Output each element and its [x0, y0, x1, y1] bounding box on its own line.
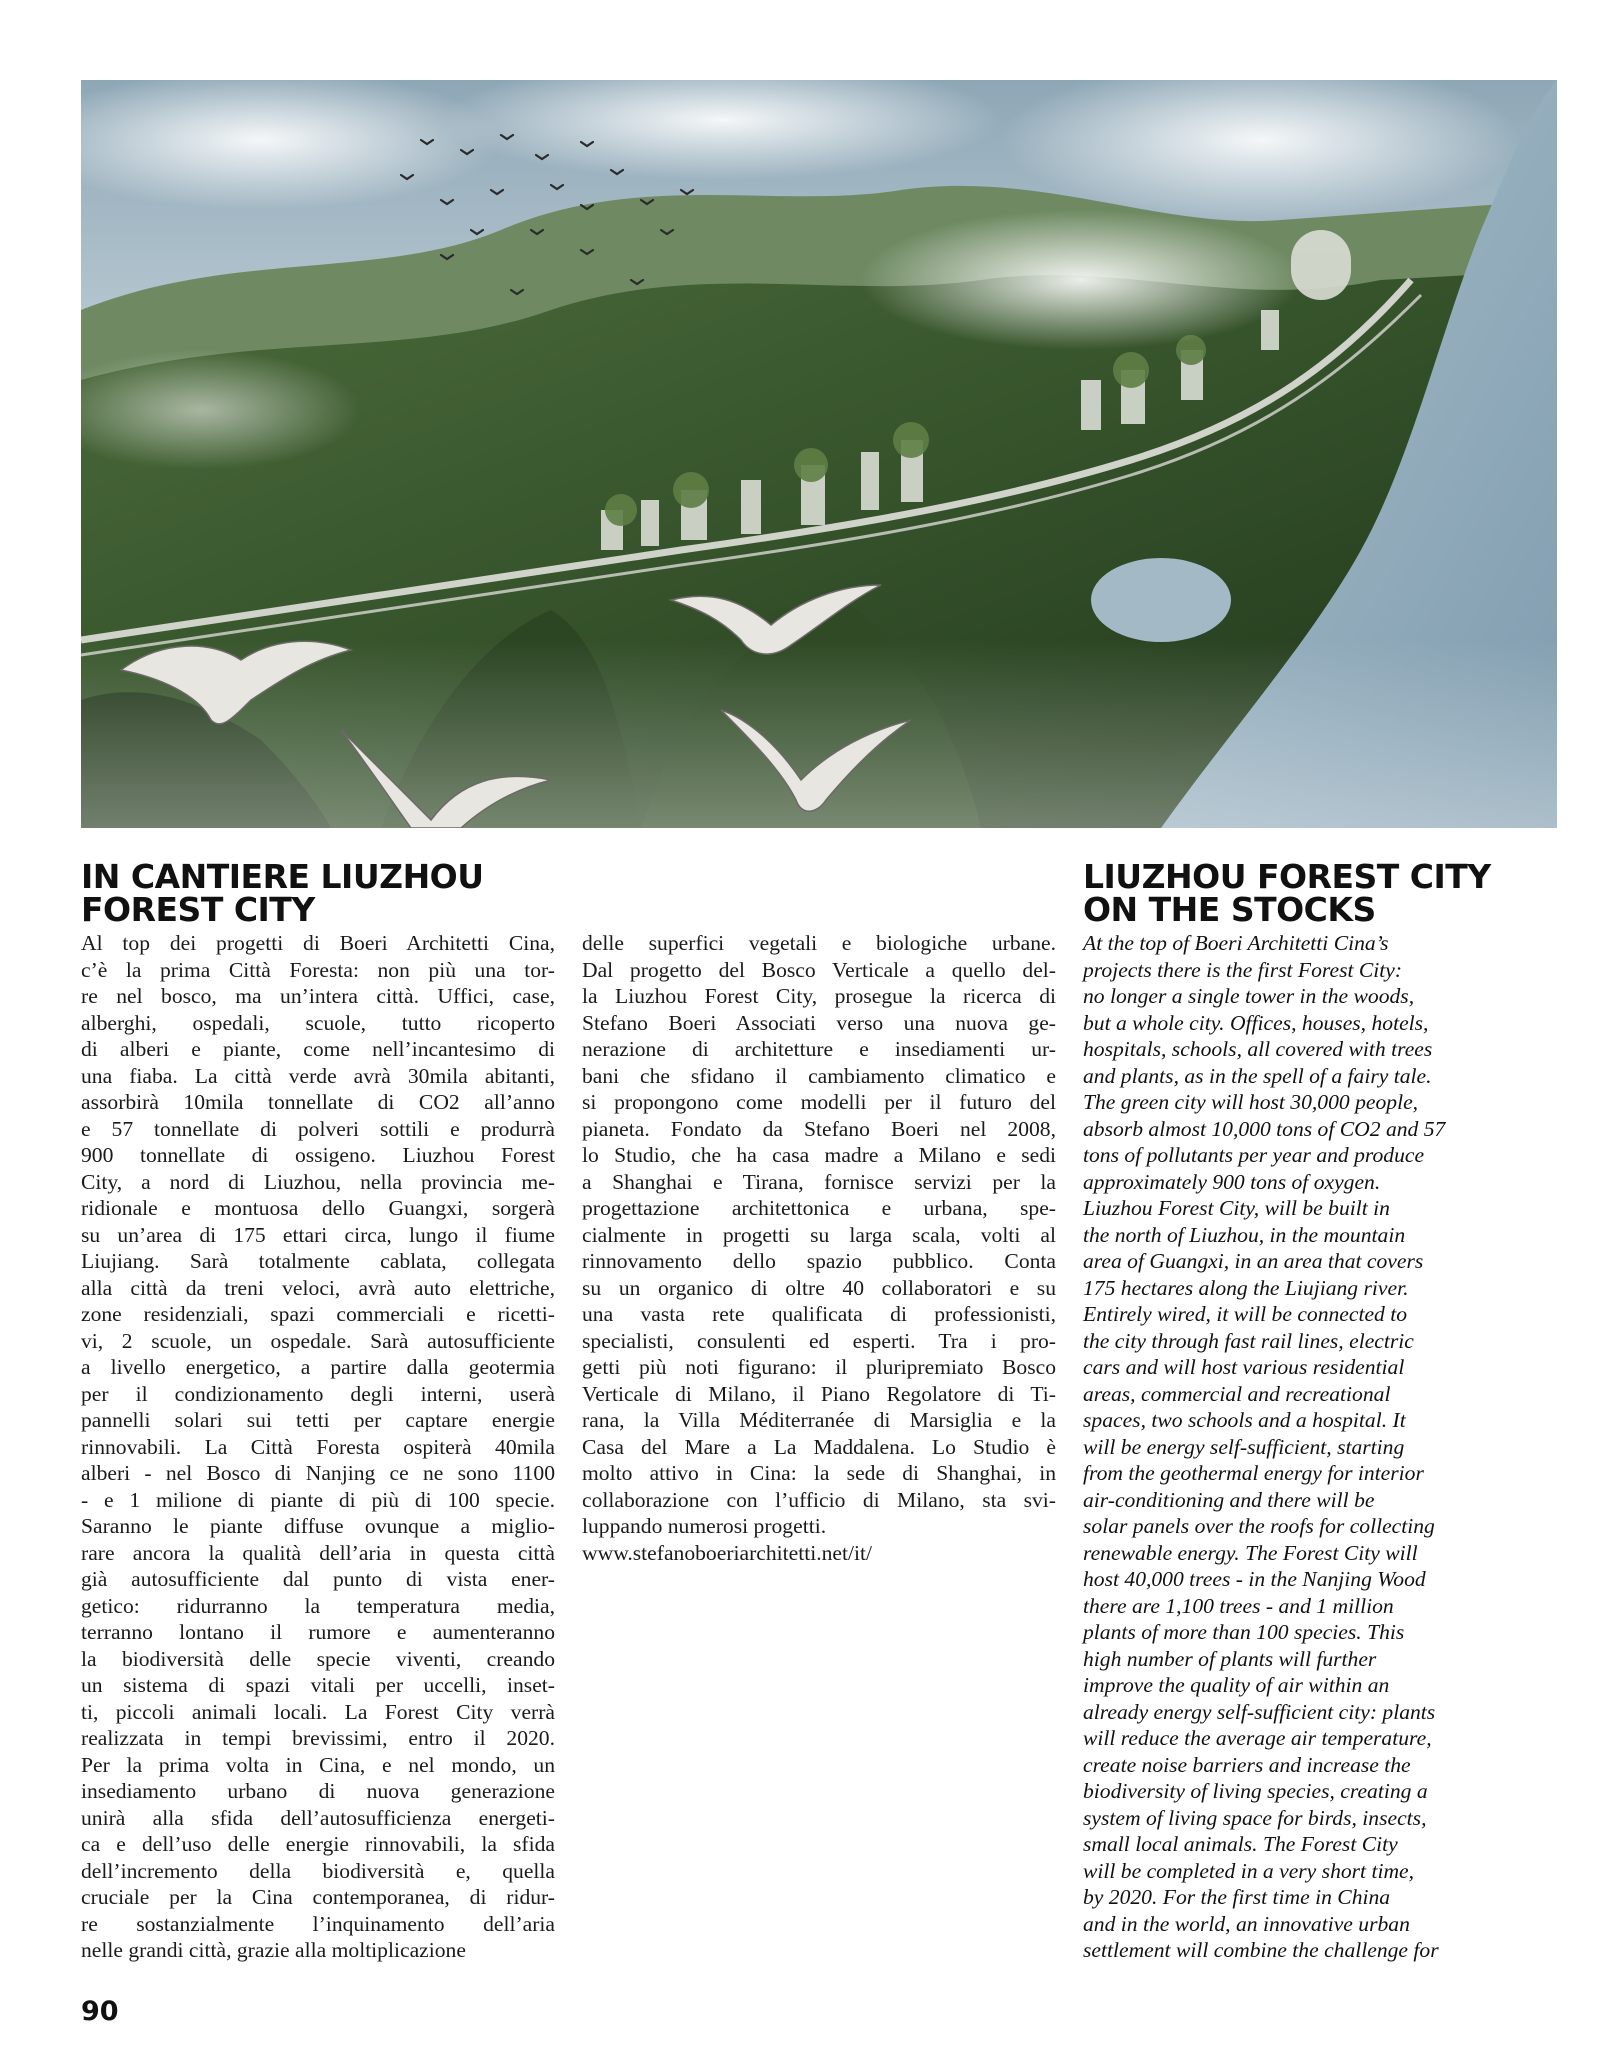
- text-line: una vasta rete qualificata di professionisti,: [582, 1302, 1056, 1326]
- text-line: pannelli solari sui tetti per captare energie: [81, 1408, 555, 1432]
- text-line: alberghi, ospedali, scuole, tutto ricoperto: [81, 1010, 555, 1035]
- text-line: but a whole city. Offices, houses, hotels,: [1083, 1010, 1429, 1035]
- text-line: zone residenziali, spazi commerciali e ricetti-: [81, 1302, 555, 1326]
- text-line: rinnovamento dello spazio pubblico. Conta: [582, 1249, 1056, 1273]
- text-line: biodiversity of living species, creating a: [1083, 1779, 1428, 1803]
- text-line: per il condizionamento degli interni, userà: [81, 1381, 555, 1406]
- text-line: rare ancora la qualità dell’aria in questa città: [81, 1540, 555, 1565]
- text-line: hospitals, schools, all covered with trees: [1083, 1037, 1433, 1061]
- text-line: high number of plants will further: [1083, 1646, 1377, 1671]
- text-line: a Shanghai e Tirana, fornisce servizi per la: [582, 1169, 1056, 1194]
- text-line: alberi - nel Bosco di Nanjing ce ne sono 1100: [81, 1461, 555, 1485]
- text-line: terranno lontano il rumore e aumenteranno: [81, 1620, 555, 1644]
- text-line: City, a nord di Liuzhou, nella provincia me-: [81, 1169, 555, 1194]
- text-line: si propongono come modelli per il futuro del: [582, 1090, 1056, 1114]
- text-line: cruciale per la Cina contemporanea, di ridur-: [81, 1885, 555, 1909]
- text-line: re nel bosco, ma un’intera città. Uffici, case,: [81, 984, 555, 1008]
- text-line: 900 tonnellate di ossigeno. Liuzhou Forest: [81, 1143, 555, 1167]
- text-line: areas, commercial and recreational: [1083, 1381, 1391, 1406]
- text-line: su un organico di oltre 40 collaboratori e su: [582, 1275, 1056, 1300]
- text-line: su un’area di 175 ettari circa, lungo il fiume: [81, 1222, 555, 1247]
- text-line: and in the world, an innovative urban: [1083, 1911, 1410, 1936]
- text-line: insediamento urbano di nuova generazione: [81, 1779, 555, 1803]
- text-line: rinnovabili. La Città Foresta ospiterà 40mila: [81, 1434, 555, 1459]
- text-line: un sistema di spazi vitali per uccelli, inset-: [81, 1673, 555, 1697]
- italian-headline-line-2: FOREST CITY: [81, 890, 315, 929]
- text-line: la Liuzhou Forest City, prosegue la ricerca di: [582, 984, 1056, 1008]
- english-headline-line-2: ON THE STOCKS: [1083, 890, 1376, 929]
- text-line: already energy self-sufficient city: plants: [1083, 1699, 1436, 1724]
- text-line: getico: ridurranno la temperatura media,: [81, 1593, 555, 1618]
- text-line: nelle grandi città, grazie alla moltiplicazione: [81, 1938, 466, 1962]
- text-line: www.stefanoboeriarchitetti.net/it/: [582, 1540, 873, 1565]
- text-line: area of Guangxi, in an area that covers: [1083, 1249, 1424, 1273]
- text-line: ca e dell’uso delle energie rinnovabili, la sfida: [81, 1832, 555, 1856]
- text-line: - e 1 milione di piante di più di 100 specie.: [81, 1487, 555, 1512]
- text-line: Verticale di Milano, il Piano Regolatore di Ti-: [582, 1381, 1056, 1406]
- text-line: pianeta. Fondato da Stefano Boeri nel 2008,: [582, 1116, 1056, 1141]
- text-line: will be energy self-sufficient, starting: [1083, 1434, 1405, 1459]
- text-line: air-conditioning and there will be: [1083, 1487, 1375, 1512]
- text-line: luppando numerosi progetti.: [582, 1514, 827, 1538]
- text-line: vi, 2 scuole, un ospedale. Sarà autosufficiente: [81, 1328, 555, 1353]
- text-line: there are 1,100 trees - and 1 million: [1083, 1593, 1394, 1618]
- italian-headline-line-1: IN CANTIERE LIUZHOU: [81, 857, 484, 896]
- text-line: spaces, two schools and a hospital. It: [1083, 1408, 1406, 1432]
- text-line: dell’incremento della biodiversità e, quella: [81, 1858, 555, 1883]
- text-line: projects there is the first Forest City:: [1083, 957, 1403, 982]
- text-line: cialmente in progetti su larga scala, volti al: [582, 1222, 1056, 1247]
- italian-body-column-1: [81, 930, 555, 1964]
- text-line: absorb almost 10,000 tons of CO2 and 57: [1083, 1116, 1446, 1141]
- hero-photo: [81, 80, 1557, 828]
- english-headline: [1083, 857, 1543, 929]
- text-line: unirà alla sfida dell’autosufficienza energeti-: [81, 1805, 555, 1830]
- text-line: Entirely wired, it will be connected to: [1083, 1302, 1408, 1326]
- english-headline-line-1: LIUZHOU FOREST CITY: [1083, 857, 1491, 896]
- text-line: una fiaba. La città verde avrà 30mila abitanti,: [81, 1063, 555, 1088]
- aerial-forest-city-rendering-icon: [81, 80, 1557, 828]
- text-line: Liujiang. Sarà totalmente cablata, collegata: [81, 1249, 555, 1273]
- text-line: no longer a single tower in the woods,: [1083, 984, 1415, 1008]
- text-line: assorbirà 10mila tonnellate di CO2 all’anno: [81, 1090, 555, 1114]
- text-line: re sostanzialmente l’inquinamento dell’aria: [81, 1911, 555, 1936]
- text-line: create noise barriers and increase the: [1083, 1752, 1411, 1777]
- text-line: Saranno le piante diffuse ovunque a miglio-: [81, 1514, 555, 1538]
- text-line: settlement will combine the challenge for: [1083, 1938, 1439, 1962]
- text-line: tons of pollutants per year and produce: [1083, 1143, 1425, 1167]
- text-line: bani che sfidano il cambiamento climatico e: [582, 1063, 1056, 1088]
- text-line: improve the quality of air within an: [1083, 1673, 1390, 1697]
- text-line: realizzata in tempi brevissimi, entro il 2020.: [81, 1726, 555, 1750]
- english-body-column: [1083, 930, 1553, 1964]
- text-line: specialisti, consulenti ed esperti. Tra i pro-: [582, 1328, 1056, 1353]
- italian-body-column-2: [582, 930, 1056, 1566]
- text-line: will reduce the average air temperature,: [1083, 1726, 1432, 1750]
- text-line: ti, piccoli animali locali. La Forest City verrà: [81, 1699, 555, 1724]
- text-line: by 2020. For the first time in China: [1083, 1885, 1391, 1909]
- text-line: Stefano Boeri Associati verso una nuova ge-: [582, 1010, 1056, 1035]
- text-line: alla città da treni veloci, avrà auto elettriche,: [81, 1275, 555, 1300]
- text-line: renewable energy. The Forest City will: [1083, 1540, 1418, 1565]
- text-line: Al top dei progetti di Boeri Architetti Cina,: [81, 931, 555, 955]
- text-line: di alberi e piante, come nell’incantesimo di: [81, 1037, 555, 1061]
- text-line: Per la prima volta in Cina, e nel mondo, un: [81, 1752, 555, 1777]
- text-line: plants of more than 100 species. This: [1083, 1620, 1405, 1644]
- text-line: Dal progetto del Bosco Verticale a quello del-: [582, 957, 1056, 982]
- text-line: la biodiversità delle specie viventi, creando: [81, 1646, 555, 1671]
- italian-headline: [81, 857, 561, 929]
- text-line: a livello energetico, a partire dalla geotermia: [81, 1355, 555, 1379]
- text-line: c’è la prima Città Foresta: non più una tor-: [81, 957, 555, 982]
- text-line: lo Studio, che ha casa madre a Milano e sedi: [582, 1143, 1056, 1167]
- text-line: approximately 900 tons of oxygen.: [1083, 1169, 1381, 1194]
- text-line: progettazione architettonica e urbana, spe-: [582, 1196, 1056, 1220]
- text-line: system of living space for birds, insects,: [1083, 1805, 1427, 1830]
- text-line: and plants, as in the spell of a fairy tale.: [1083, 1063, 1432, 1088]
- text-line: the north of Liuzhou, in the mountain: [1083, 1222, 1406, 1247]
- text-line: Casa del Mare a La Maddalena. Lo Studio è: [582, 1434, 1056, 1459]
- text-line: The green city will host 30,000 people,: [1083, 1090, 1419, 1114]
- text-line: the city through fast rail lines, electric: [1083, 1328, 1414, 1353]
- page-number: 90: [81, 1996, 119, 2027]
- text-line: delle superfici vegetali e biologiche urbane.: [582, 931, 1056, 955]
- text-line: cars and will host various residential: [1083, 1355, 1405, 1379]
- text-line: rana, la Villa Méditerranée di Marsiglia e la: [582, 1408, 1056, 1432]
- text-line: At the top of Boeri Architetti Cina’s: [1083, 931, 1389, 955]
- text-line: solar panels over the roofs for collecting: [1083, 1514, 1435, 1538]
- text-line: getti più noti figurano: il pluripremiato Bosco: [582, 1355, 1056, 1379]
- text-line: 175 hectares along the Liujiang river.: [1083, 1275, 1409, 1300]
- text-line: già autosufficiente dal punto di vista ener-: [81, 1567, 555, 1591]
- text-line: molto attivo in Cina: la sede di Shanghai, in: [582, 1461, 1056, 1485]
- text-line: small local animals. The Forest City: [1083, 1832, 1398, 1856]
- text-line: host 40,000 trees - in the Nanjing Wood: [1083, 1567, 1426, 1591]
- text-line: from the geothermal energy for interior: [1083, 1461, 1424, 1485]
- text-line: Liuzhou Forest City, will be built in: [1083, 1196, 1390, 1220]
- text-line: ridionale e montuosa dello Guangxi, sorgerà: [81, 1196, 555, 1220]
- text-line: e 57 tonnellate di polveri sottili e produrrà: [81, 1116, 555, 1141]
- text-line: collaborazione con l’ufficio di Milano, sta svi-: [582, 1487, 1056, 1512]
- text-line: will be completed in a very short time,: [1083, 1858, 1415, 1883]
- text-line: nerazione di architetture e insediamenti ur-: [582, 1037, 1056, 1061]
